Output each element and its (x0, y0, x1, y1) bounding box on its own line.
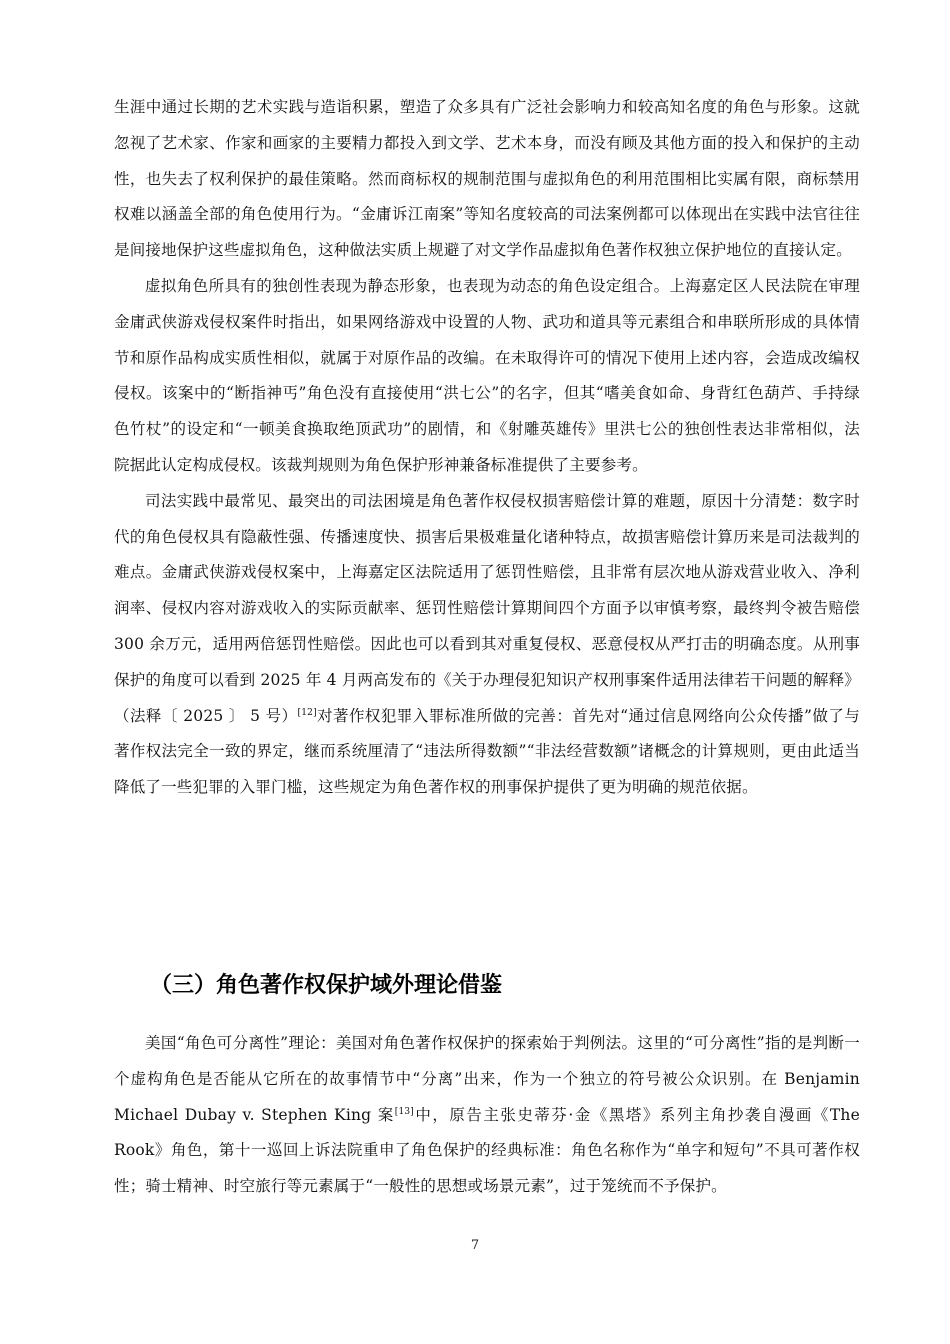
body-text-upper (114, 90, 860, 806)
paragraph-3-text-b: 对著作权犯罪入罪标准所做的完善：首先对“通过信息网络向公众传播”做了与著作权法完全一致的界定，继而系统厘清了“违法所得数额”“非法经营数额”诸概念的计算规则，更由此适当降低了一些犯罪的入罪门槛，这些规定为角色著作权的刑事保护提供了更为明确的规范依据。 (114, 706, 860, 797)
paragraph-4 (114, 1026, 860, 1205)
paragraph-1: 生涯中通过长期的艺术实践与造诣积累，塑造了众多具有广泛社会影响力和较高知名度的角色与形象。这就忽视了艺术家、作家和画家的主要精力都投入到文学、艺术本身，而没有顾及其他方面的投入和保护的主动性，也失去了权利保护的最佳策略。然而商标权的规制范围与虚拟角色的利用范围相比实属有限，商标禁用权难以涵盖全部的角色使用行为。“金庸诉江南案”等知名度较高的司法案例都可以体现出在实践中法官往往是间接地保护这些虚拟角色，这种做法实质上规避了对文学作品虚拟角色著作权独立保护地位的直接认定。 (114, 98, 860, 260)
paragraph-4-text-a: 美国“角色可分离性”理论：美国对角色著作权保护的探索始于判例法。这里的“可分离性”指的是判断一个虚构角色是否能从它所在的故事情节中“分离”出来，作为一个独立的符号被公众识别。在 Benjamin Michael Dubay v. Stephen King 案 (114, 1034, 860, 1124)
footnote-ref-12[interactable]: [12] (297, 707, 317, 718)
section-heading: （三）角色著作权保护域外理论借鉴 (150, 973, 503, 998)
paragraph-4-text-b: 中，原告主张史蒂芬·金《黑塔》系列主角抄袭自漫画《The Rook》角色，第十一巡回上诉法院重申了角色保护的经典标准：角色名称作为“单字和短句”不具可著作权性；骑士精神、时空旅行等元素属于“一般性的思想或场景元素”，过于笼统而不予保护。 (114, 1105, 860, 1196)
page-number: 7 (470, 1238, 480, 1253)
paragraph-3-text-a: 司法实践中最常见、最突出的司法困境是角色著作权侵权损害赔偿计算的难题，原因十分清楚：数字时代的角色侵权具有隐蔽性强、传播速度快、损害后果极难量化诸种特点，故损害赔偿计算历来是司法裁判的难点。金庸武侠游戏侵权案中，上海嘉定区法院适用了惩罚性赔偿，且非常有层次地从游戏营业收入、净利润率、侵权内容对游戏收入的实际贡献率、惩罚性赔偿计算期间四个方面予以审慎考察，最终判令被告赔偿 300 余万元，适用两倍惩罚性赔偿。因此也可以看到其对重复侵权、恶意侵权从严打击的明确态度。从刑事保护的角度可以看到 2025 年 4 月两高发布的《关于办理侵犯知识产权刑事案件适用法律若干问题的解释》（法释〔 2025 〕 5 号） (114, 491, 860, 725)
paragraph-2: 虚拟角色所具有的独创性表现为静态形象，也表现为动态的角色设定组合。上海嘉定区人民法院在审理金庸武侠游戏侵权案件时指出，如果网络游戏中设置的人物、武功和道具等元素组合和串联所形成的具体情节和原作品构成实质性相似，就属于对原作品的改编。在未取得许可的情况下使用上述内容，会造成改编权侵权。该案中的“断指神丐”角色没有直接使用“洪七公”的名字，但其“嗜美食如命、身背红色葫芦、手持绿色竹杖”的设定和“一顿美食换取绝顶武功”的剧情，和《射雕英雄传》里洪七公的独创性表达非常相似，法院据此认定构成侵权。该裁判规则为角色保护形神兼备标准提供了主要参考。 (114, 276, 860, 474)
footnote-ref-13[interactable]: [13] (394, 1106, 415, 1117)
paragraph-3 (114, 484, 860, 806)
body-text-lower (114, 1026, 860, 1205)
